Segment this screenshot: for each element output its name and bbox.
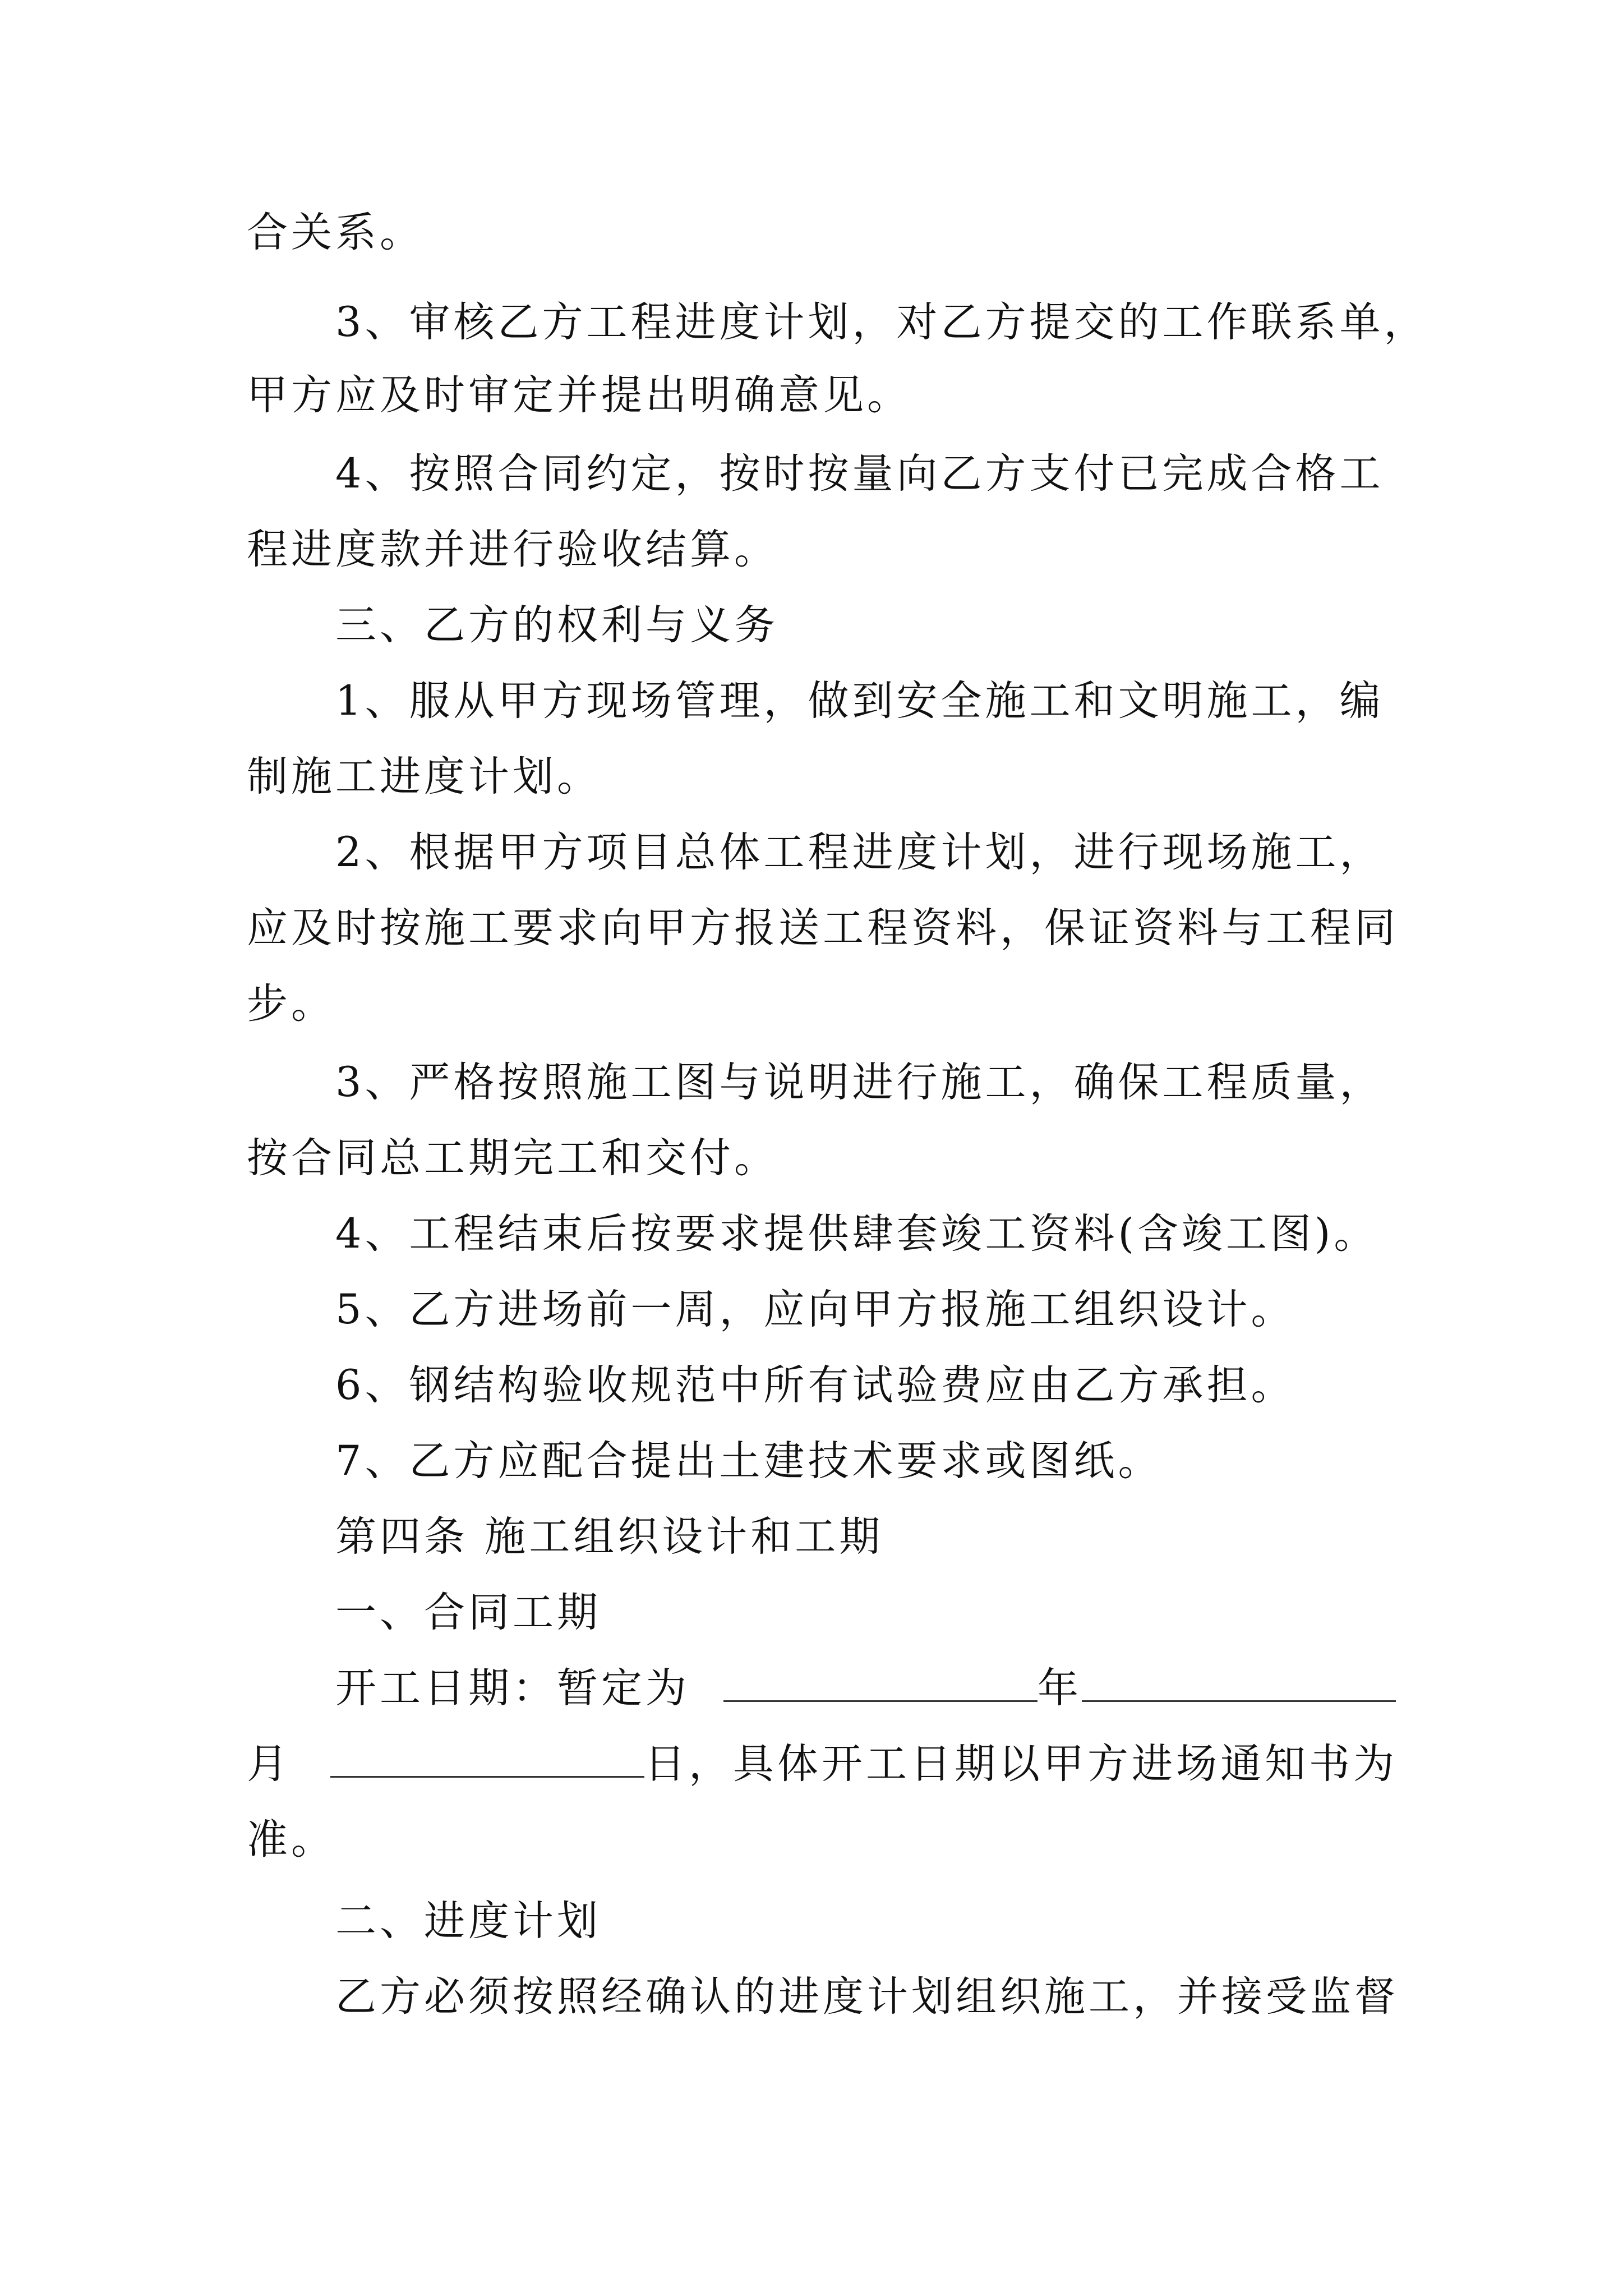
text-line: 程进度款并进行验收结算。 xyxy=(247,526,778,573)
text-line: 制施工进度计划。 xyxy=(247,753,601,800)
text-line: 6、钢结构验收规范中所有试验费应由乙方承担。 xyxy=(335,1361,1295,1409)
day-blank[interactable] xyxy=(330,1737,644,1778)
text-line: 4、工程结束后按要求提供肆套竣工资料(含竣工图)。 xyxy=(335,1210,1378,1258)
year-blank[interactable] xyxy=(723,1661,1038,1702)
text-line: 应及时按施工要求向甲方报送工程资料，保证资料与工程同 xyxy=(247,904,1399,952)
section-heading: 一、合同工期 xyxy=(335,1589,601,1636)
text-line: 3、严格按照施工图与说明进行施工，确保工程质量， xyxy=(335,1059,1384,1106)
text-line: 2、根据甲方项目总体工程进度计划，进行现场施工， xyxy=(335,829,1384,876)
year-unit: 年 xyxy=(1038,1664,1082,1712)
section-heading: 二、进度计划 xyxy=(335,1897,601,1945)
start-date-label: 开工日期：暂定为 xyxy=(335,1664,690,1712)
text-line: 4、按照合同约定，按时按量向乙方支付已完成合格工 xyxy=(335,450,1384,498)
text-line: 1、服从甲方现场管理，做到安全施工和文明施工，编 xyxy=(335,677,1384,725)
text-line: 合关系。 xyxy=(247,209,424,256)
start-date-line-2 xyxy=(247,1733,1398,1795)
text-line: 3、审核乙方工程进度计划，对乙方提交的工作联系单， xyxy=(335,298,1428,346)
text-line: 甲方应及时审定并提出明确意见。 xyxy=(247,371,911,419)
month-blank[interactable] xyxy=(1082,1661,1396,1702)
day-unit-text: 日，具体开工日期以甲方进场通知书为 xyxy=(644,1740,1398,1788)
text-line: 7、乙方应配合提出土建技术要求或图纸。 xyxy=(335,1437,1163,1485)
article-heading: 第四条 施工组织设计和工期 xyxy=(335,1513,884,1561)
start-date-line xyxy=(335,1658,1380,1719)
month-unit: 月 xyxy=(247,1740,291,1788)
text-line: 按合同总工期完工和交付。 xyxy=(247,1134,778,1182)
text-line: 步。 xyxy=(247,980,335,1028)
text-line: 准。 xyxy=(247,1816,335,1864)
text-line: 5、乙方进场前一周，应向甲方报施工组织设计。 xyxy=(335,1286,1295,1333)
text-line: 乙方必须按照经确认的进度计划组织施工，并接受监督 xyxy=(335,1973,1399,2021)
section-heading: 三、乙方的权利与义务 xyxy=(335,601,778,649)
